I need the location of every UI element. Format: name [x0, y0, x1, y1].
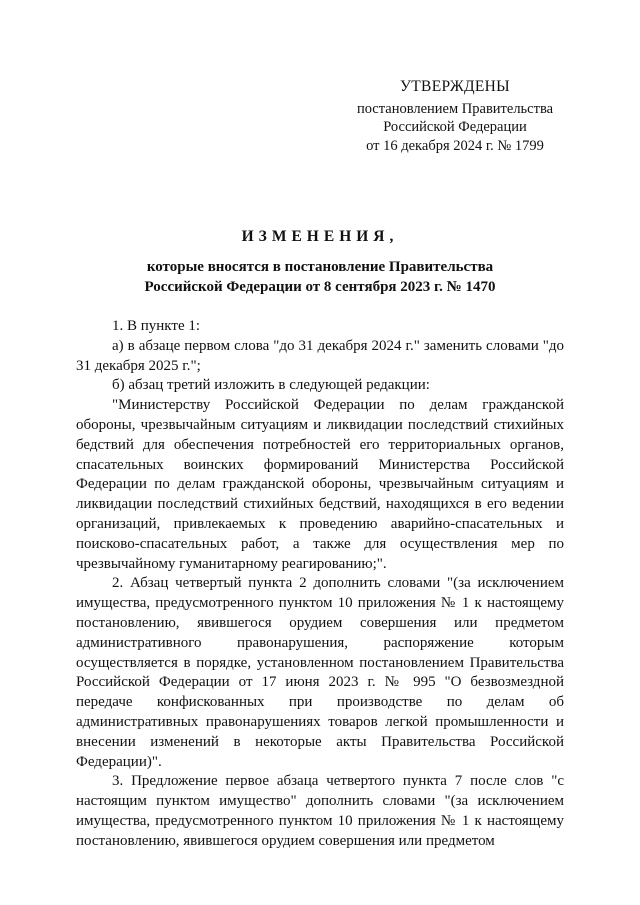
document-body	[76, 317, 564, 852]
approval-line: Российской Федерации	[383, 119, 527, 135]
approval-stamp	[340, 78, 570, 155]
document-subtitle: Российской Федерации от 8 сентября 2023 г. № 1470	[144, 278, 496, 295]
approval-date-number: от 16 декабря 2024 г. № 1799	[366, 137, 544, 154]
document-title: ИЗМЕНЕНИЯ,	[241, 228, 399, 245]
approval-title: УТВЕРЖДЕНЫ	[400, 78, 510, 95]
paragraph-item-3: 3. Предложение первое абзаца четвертого пункта 7 после слов "с настоящим пунктом имущество" дополнить словами "(за исключением имущества, предусмотренного пунктом 10 приложения № 1 к настоящему постановлению, явившегося орудием совершения или предметом	[76, 773, 564, 849]
paragraph-item-1: 1. В пункте 1:	[112, 318, 201, 334]
paragraph-item-2: 2. Абзац четвертый пункта 2 дополнить словами "(за исключением имущества, предусмотренного пунктом 10 приложения № 1 к настоящему постановлению, явившегося орудием совершения или предметом административного правонарушения, распоряжение которым осуществляется в порядке, установленном постановлением Правительства Российской Федерации от 17 июня 2023 г. № 995 "О безвозмездной передаче конфискованных при производстве по делам об административных правонарушениях товаров легкой промышленности и внесении изменений в некоторые акты Правительства Российской Федерации)".	[76, 575, 564, 770]
paragraph-quoted-text: "Министерству Российской Федерации по делам гражданской обороны, чрезвычайным ситуациям и ликвидации последствий стихийных бедствий для обеспечения потребностей его территориальных органов, спасательных воинских формирований Министерства Российской Федерации по делам гражданской обороны, чрезвычайным ситуациям и ликвидации последствий стихийных бедствий, находящихся в его ведении организаций, привлекаемых к проведению аварийно-спасательных и поисково-спасательных работ, а также для осуществления мер по чрезвычайному гуманитарному реагированию;".	[76, 397, 564, 572]
document-heading	[60, 228, 580, 297]
document-subtitle: которые вносятся в постановление Правительства	[146, 259, 494, 275]
paragraph-subitem-a: а) в абзаце первом слова "до 31 декабря 2024 г." заменить словами "до 31 декабря 2025 г.";	[76, 337, 564, 374]
paragraph-subitem-b: б) абзац третий изложить в следующей редакции:	[112, 377, 430, 394]
approval-line: постановлением Правительства	[356, 100, 554, 117]
